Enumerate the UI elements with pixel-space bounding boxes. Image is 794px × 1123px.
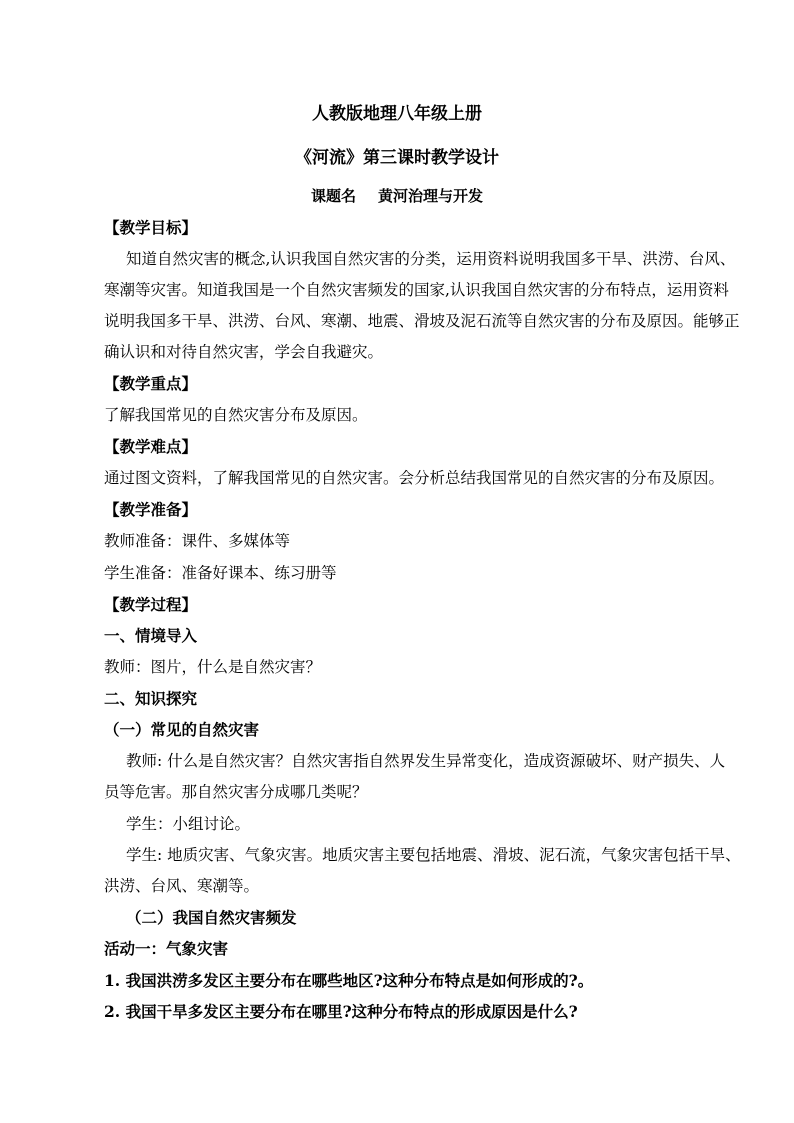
part1-heading: 一、情境导入 [104,626,198,645]
sub1-student-2b: 洪涝、台风、寒潮等。 [104,877,260,895]
goals-heading: 【教学目标】 [104,218,198,237]
document-title: 人教版地理八年级上册 [312,104,482,124]
topic-line [0,186,794,206]
sub1-student-1: 学生：小组讨论。 [126,815,251,833]
question-1: 1. 我国洪涝多发区主要分布在哪些地区?这种分布特点是如何形成的?。 [104,971,594,990]
difficulty-heading: 【教学难点】 [104,437,198,456]
part2-heading: 二、知识探究 [104,689,198,708]
sub1-heading: （一）常见的自然灾害 [104,720,260,739]
goals-text-3: 说明我国多干旱、洪涝、台风、寒潮、地震、滑坡及泥石流等自然灾害的分布及原因。能够正 [104,312,740,330]
difficulty-text: 通过图文资料，了解我国常见的自然灾害。会分析总结我国常见的自然灾害的分布及原因。 [104,469,725,487]
topic-label: 课题名 [310,187,356,205]
prep-heading: 【教学准备】 [104,500,198,519]
activity1-heading: 活动一：气象灾害 [104,939,229,958]
question-2: 2. 我国干旱多发区主要分布在哪里?这种分布特点的形成原因是什么? [104,1002,578,1021]
goals-text-2: 寒潮等灾害。知道我国是一个自然灾害频发的国家,认识我国自然灾害的分布特点，运用资料 [104,281,729,299]
process-heading: 【教学过程】 [104,595,198,614]
prep-teacher: 教师准备：课件、多媒体等 [104,532,291,550]
sub2-heading: （二）我国自然灾害频发 [126,908,297,927]
key-heading: 【教学重点】 [104,374,198,393]
goals-text-1: 知道自然灾害的概念,认识我国自然灾害的分类，运用资料说明我国多干旱、洪涝、台风、 [126,250,736,268]
sub1-text-2: 员等危害。那自然灾害分成哪几类呢？ [104,783,368,801]
key-text: 了解我国常见的自然灾害分布及原因。 [104,406,368,424]
prep-student: 学生准备：准备好课本、练习册等 [104,564,337,582]
goals-text-4: 确认识和对待自然灾害，学会自我避灾。 [104,343,384,361]
sub1-student-2a: 学生: 地质灾害、气象灾害。地质灾害主要包括地震、滑坡、泥石流，气象灾害包括干旱、 [126,846,741,864]
sub1-text-1: 教师: 什么是自然灾害？自然灾害指自然界发生异常变化，造成资源破坏、财产损失、人 [126,752,726,770]
document-subtitle: 《河流》第三课时教学设计 [295,148,499,168]
part1-text: 教师：图片，什么是自然灾害？ [104,658,322,676]
topic-name: 黄河治理与开发 [378,187,484,205]
